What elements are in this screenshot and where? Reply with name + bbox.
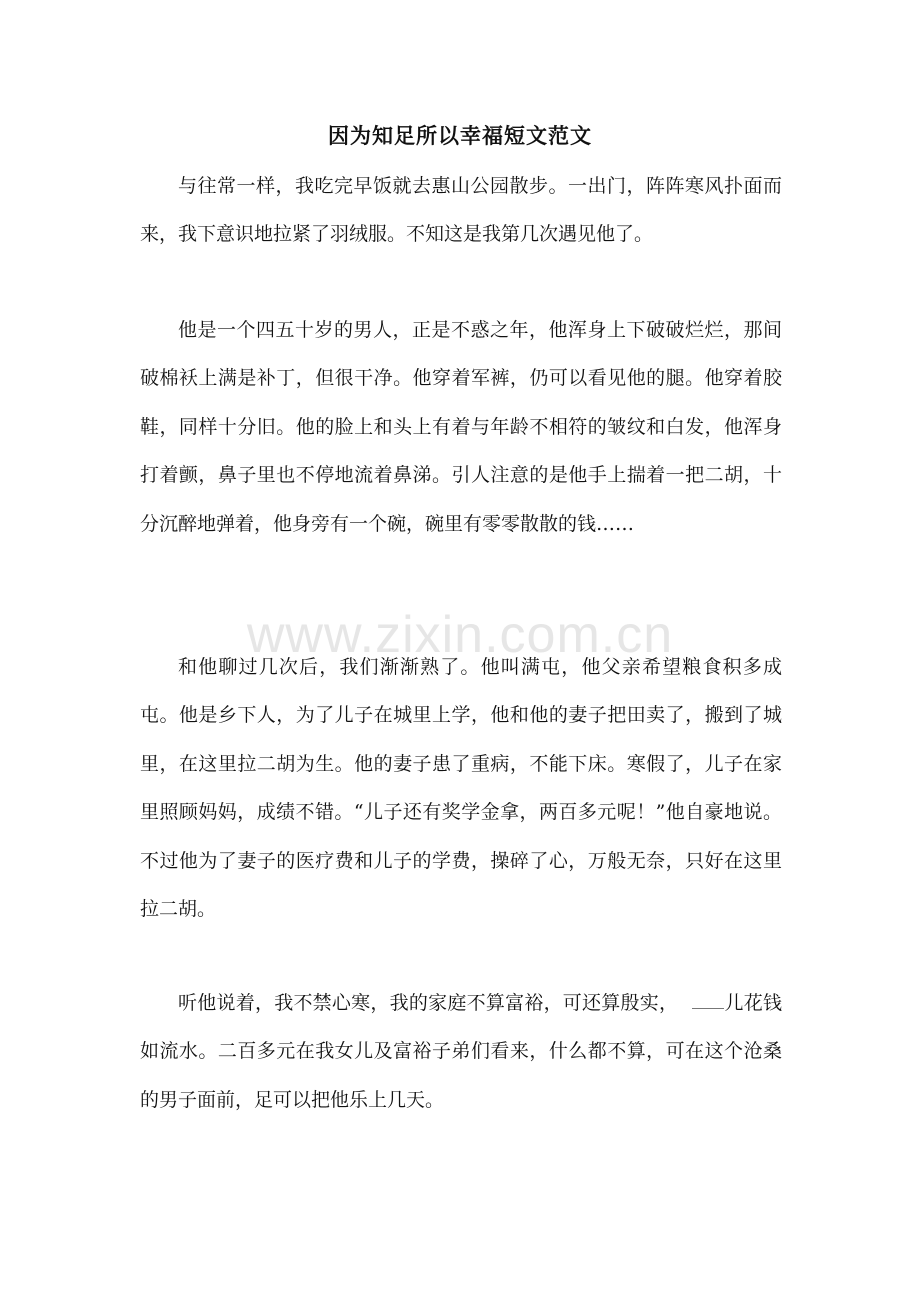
paragraph-4 (140, 979, 782, 1124)
paragraph-4-end: 儿花钱如流水。二百多元在我女儿及富裕子弟们看来，什么都不算，可在这个沧桑的男子面前，足可以把他乐上几天。 (140, 992, 782, 1111)
paragraph-1: 与往常一样，我吃完早饭就去惠山公园散步。一出门，阵阵寒风扑面而来，我下意识地拉紧了羽绒服。不知这是我第几次遇见他了。 (140, 175, 782, 246)
document-title: 因为知足所以幸福短文范文 (328, 123, 592, 148)
paragraph-2: 他是一个四五十岁的男人，正是不惑之年，他浑身上下破破烂烂，那间破棉袄上满是补丁，但很干净。他穿着军裤，仍可以看见他的腿。他穿着胶鞋，同样十分旧。他的脸上和头上有着与年龄不相符的皱纹和白发，他浑身打着颤，鼻子里也不停地流着鼻涕。引人注意的是他手上揣着一把二胡，十分沉醉地弹着，他身旁有一个碗，碗里有零零散散的钱…… (140, 319, 782, 535)
fill-in-blank (692, 986, 724, 1009)
paragraph-4-start: 听他说着，我不禁心寒，我的家庭不算富裕，可还算殷实， (178, 992, 679, 1014)
paragraph-3: 和他聊过几次后，我们渐渐熟了。他叫满屯，他父亲希望粮食积多成屯。他是乡下人，为了儿子在城里上学，他和他的妻子把田卖了，搬到了城里，在这里拉二胡为生。他的妻子患了重病，不能下床。寒假了，儿子在家里照顾妈妈，成绩不错。“儿子还有奖学金拿，两百多元呢！”他自豪地说。不过他为了妻子的医疗费和儿子的学费，操碎了心，万般无奈，只好在这里拉二胡。 (140, 656, 782, 921)
watermark: www.zixin.com.cn (246, 606, 674, 664)
